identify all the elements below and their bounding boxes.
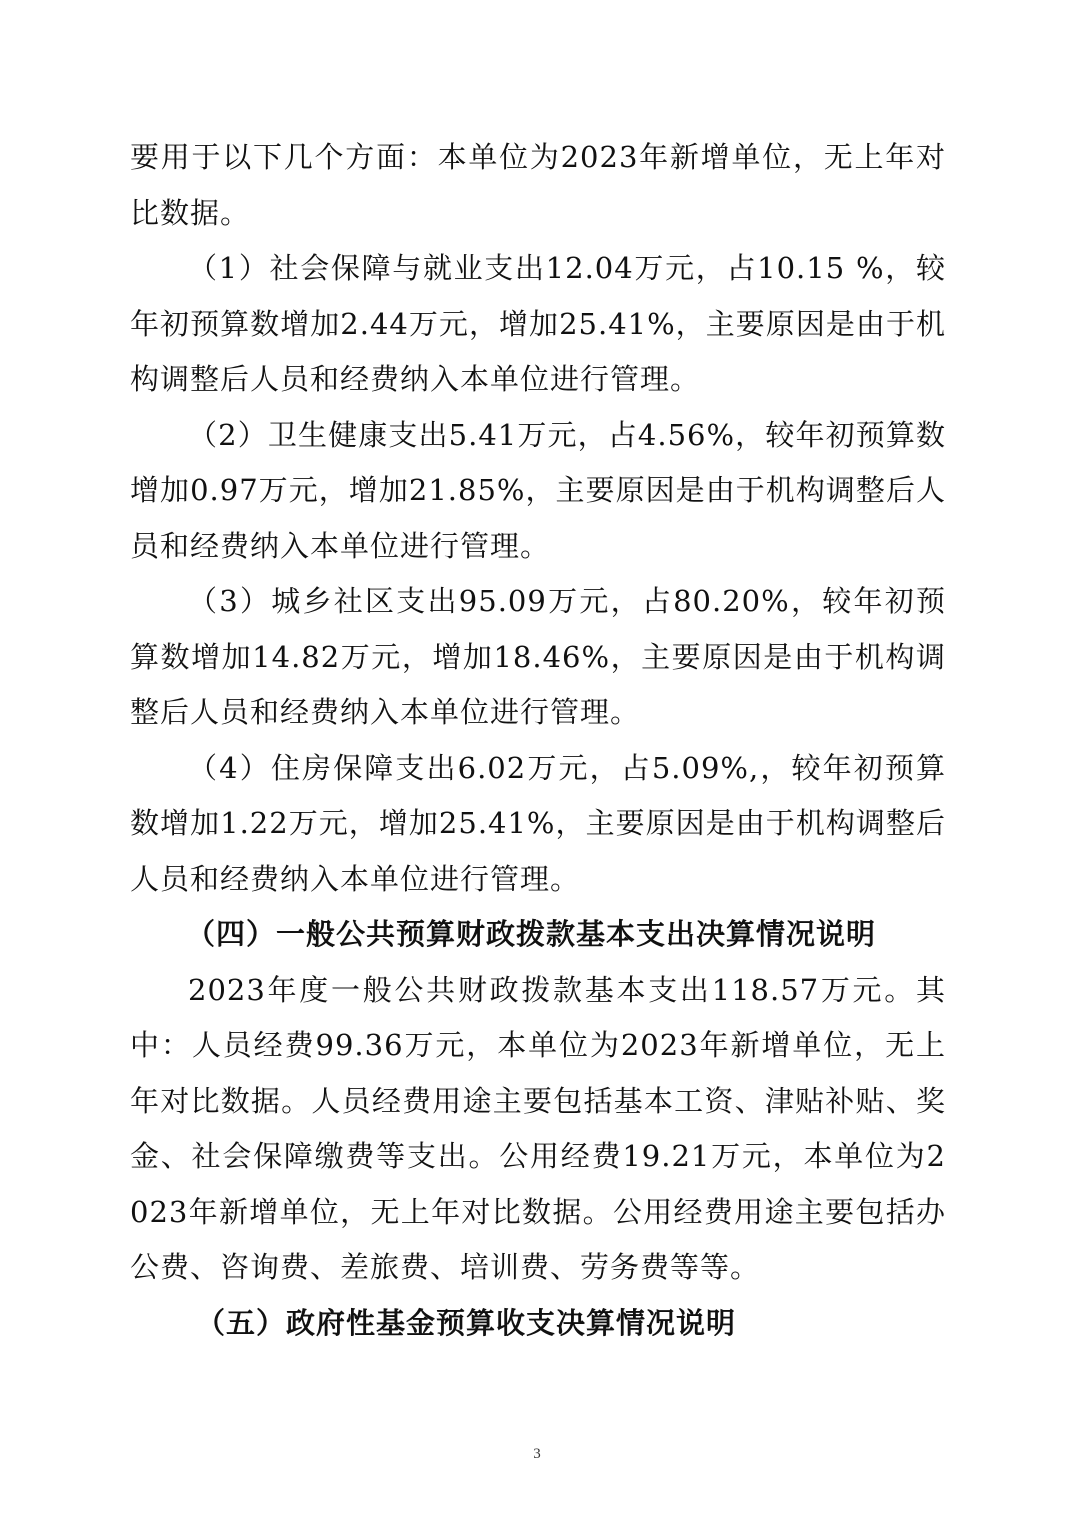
section-heading-4: （四）一般公共预算财政拨款基本支出决算情况说明 xyxy=(186,917,877,951)
paragraph-continuation: 要用于以下几个方面：本单位为2023年新增单位，无上年对比数据。 xyxy=(130,140,946,230)
paragraph-item-2: （2）卫生健康支出5.41万元，占4.56%，较年初预算数增加0.97万元，增加21.85%，主要原因是由于机构调整后人员和经费纳入本单位进行管理。 xyxy=(130,417,946,563)
document-body xyxy=(130,130,946,1351)
paragraph-item-4: （4）住房保障支出6.02万元，占5.09%,，较年初预算数增加1.22万元，增加25.41%，主要原因是由于机构调整后人员和经费纳入本单位进行管理。 xyxy=(130,750,946,896)
section-heading-5: （五）政府性基金预算收支决算情况说明 xyxy=(196,1305,737,1340)
paragraph-basic-expenditure: 2023年度一般公共财政拨款基本支出118.57万元。其中：人员经费99.36万元，本单位为2023年新增单位，无上年对比数据。人员经费用途主要包括基本工资、津贴补贴、奖金、社会保障缴费等支出。公用经费19.21万元，本单位为2023年新增单位，无上年对比数据。公用经费用途主要包括办公费、咨询费、差旅费、培训费、劳务费等等。 xyxy=(130,972,946,1284)
page-number: 3 xyxy=(533,1446,541,1462)
paragraph-item-1: （1）社会保障与就业支出12.04万元，占10.15 %，较年初预算数增加2.44万元，增加25.41%，主要原因是由于机构调整后人员和经费纳入本单位进行管理。 xyxy=(130,251,946,396)
paragraph-item-3: （3）城乡社区支出95.09万元，占80.20%，较年初预算数增加14.82万元，增加18.46%，主要原因是由于机构调整后人员和经费纳入本单位进行管理。 xyxy=(130,584,946,729)
